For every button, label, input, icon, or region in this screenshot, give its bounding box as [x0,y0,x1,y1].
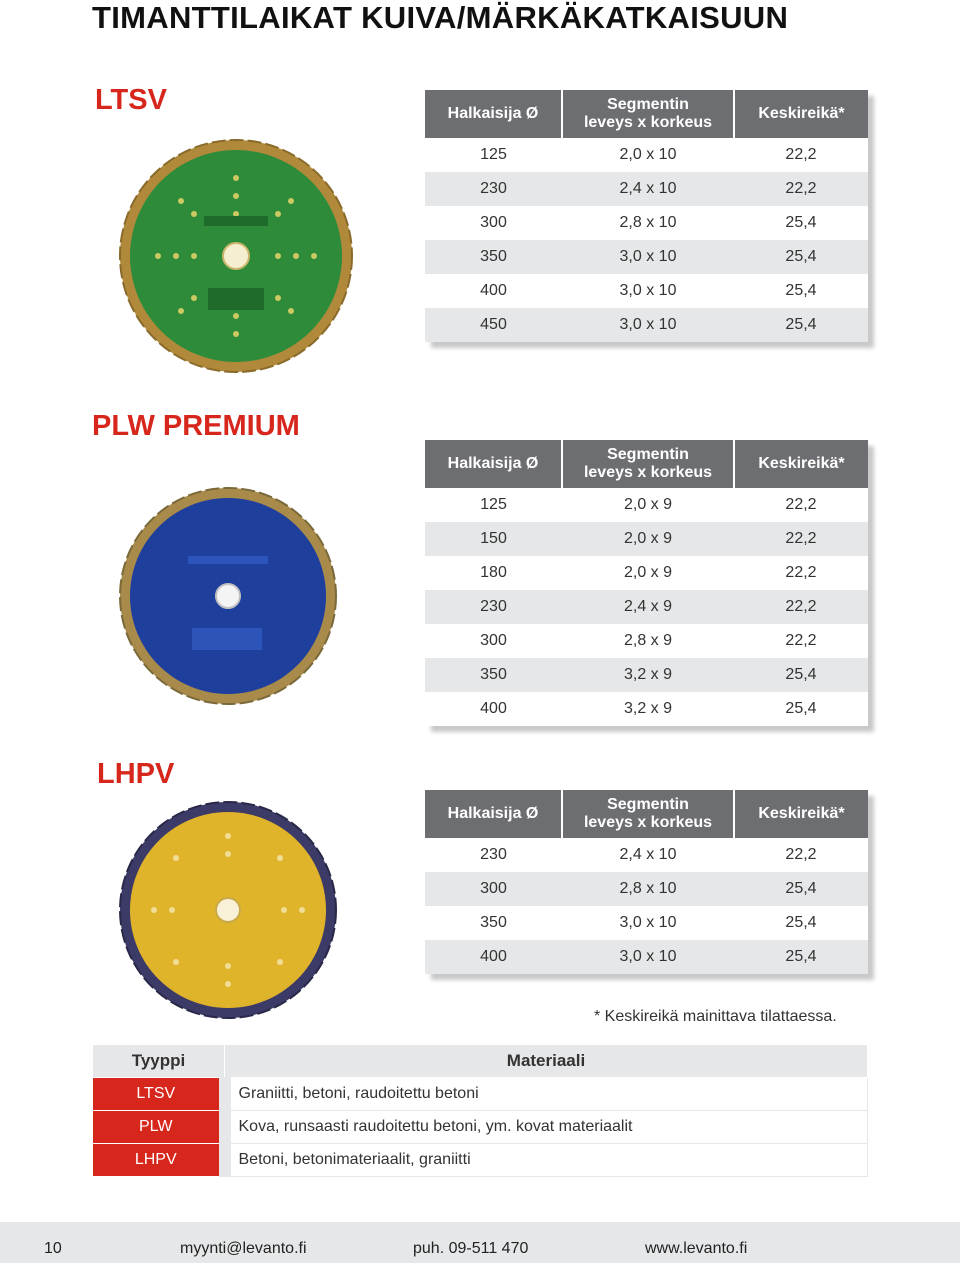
table-row [425,556,868,590]
header-segment: Segmentin leveys x korkeus [562,790,734,838]
cell-segment: 2,4 x 9 [562,590,734,624]
table-row [425,522,868,556]
cell-bore: 25,4 [734,940,868,974]
cell-bore: 22,2 [734,522,868,556]
header-diameter: Halkaisija Ø [425,440,562,488]
page-number: 10 [44,1240,62,1257]
cell-diameter: 350 [425,658,562,692]
header-bore: Keskireikä* [734,440,868,488]
ltsv-blade-image [118,138,354,374]
cell-diameter: 300 [480,632,507,649]
cell-diameter: 150 [425,522,562,556]
header-type: Tyyppi [93,1045,225,1078]
cell-segment: 2,8 x 9 [623,632,673,649]
table-row [425,308,868,342]
cell-bore: 25,4 [734,872,868,906]
table-row [425,940,868,974]
cell-bore: 25,4 [785,914,817,931]
header-segment: Segmentin leveys x korkeus [562,90,734,138]
email-link[interactable]: myynti@levanto.fi [180,1240,307,1257]
cell-segment: 2,8 x 10 [562,872,734,906]
table-row [425,488,868,522]
type-badge: LTSV [93,1078,225,1111]
cell-bore: 22,2 [785,564,817,581]
cell-segment: 3,0 x 10 [562,308,734,342]
header-material: Materiaali [225,1045,868,1078]
table-row [425,274,868,308]
cell-bore: 25,4 [785,282,817,299]
cell-segment: 3,2 x 9 [562,658,734,692]
table-row [425,692,868,726]
cell-segment: 3,0 x 10 [619,282,677,299]
section-title-ltsv: LTSV [95,84,167,116]
table-row [425,624,868,658]
cell-bore: 22,2 [785,632,817,649]
cell-bore: 22,2 [734,172,868,206]
plw-blade-image [118,486,338,706]
table-row [425,872,868,906]
cell-bore: 25,4 [785,214,817,231]
table-row [93,1078,868,1111]
table-row [425,590,868,624]
cell-bore: 25,4 [734,308,868,342]
table-row [425,206,868,240]
footer [0,1222,960,1263]
table-row [425,172,868,206]
cell-diameter: 125 [480,496,507,513]
cell-diameter: 350 [480,914,507,931]
cell-segment: 2,0 x 9 [562,522,734,556]
header-diameter: Halkaisija Ø [425,790,562,838]
table-row [93,1144,868,1177]
cell-bore: 22,2 [785,846,817,863]
cell-segment: 2,8 x 10 [619,214,677,231]
section-title-lhpv: LHPV [97,758,175,790]
type-badge: LHPV [93,1144,225,1177]
cell-bore: 22,2 [734,590,868,624]
website-link[interactable]: www.levanto.fi [645,1240,748,1257]
cell-diameter: 400 [425,940,562,974]
header-bore: Keskireikä* [734,90,868,138]
plw-spec-table [425,440,868,726]
cell-bore: 25,4 [734,658,868,692]
cell-segment: 2,0 x 10 [619,146,677,163]
material-description: Graniitti, betoni, raudoitettu betoni [225,1078,868,1111]
type-badge: PLW [93,1111,225,1144]
cell-segment: 2,4 x 10 [562,172,734,206]
cell-diameter: 230 [425,590,562,624]
cell-segment: 3,0 x 10 [619,914,677,931]
cell-diameter: 400 [480,700,507,717]
cell-bore: 25,4 [785,700,817,717]
phone-number: puh. 09-511 470 [413,1240,529,1257]
footnote: * Keskireikä mainittava tilattaessa. [594,1008,837,1025]
cell-diameter: 230 [480,846,507,863]
cell-diameter: 350 [425,240,562,274]
cell-diameter: 300 [480,214,507,231]
cell-segment: 2,0 x 9 [623,564,673,581]
cell-diameter: 300 [425,872,562,906]
cell-diameter: 125 [480,146,507,163]
table-row [425,838,868,872]
header-segment: Segmentin leveys x korkeus [562,440,734,488]
cell-segment: 3,2 x 9 [623,700,673,717]
material-description: Betoni, betonimateriaalit, graniitti [225,1144,868,1177]
material-description: Kova, runsaasti raudoitettu betoni, ym. kovat materiaalit [225,1111,868,1144]
table-row [425,906,868,940]
cell-diameter: 180 [480,564,507,581]
cell-diameter: 400 [480,282,507,299]
ltsv-spec-table [425,90,868,342]
cell-segment: 2,4 x 10 [619,846,677,863]
table-row [425,658,868,692]
cell-segment: 2,0 x 9 [623,496,673,513]
header-diameter: Halkaisija Ø [425,90,562,138]
cell-bore: 22,2 [785,146,817,163]
lhpv-spec-table [425,790,868,974]
table-row [425,240,868,274]
cell-segment: 3,0 x 10 [562,940,734,974]
materials-table [92,1044,868,1177]
cell-bore: 25,4 [734,240,868,274]
cell-bore: 22,2 [785,496,817,513]
lhpv-blade-image [118,800,338,1020]
section-title-plw-premium: PLW PREMIUM [92,410,300,442]
cell-segment: 3,0 x 10 [562,240,734,274]
table-row [425,138,868,172]
cell-diameter: 230 [425,172,562,206]
table-row [93,1111,868,1144]
page-title: TIMANTTILAIKAT KUIVA/MÄRKÄKATKAISUUN [92,0,789,35]
header-bore: Keskireikä* [734,790,868,838]
cell-diameter: 450 [425,308,562,342]
